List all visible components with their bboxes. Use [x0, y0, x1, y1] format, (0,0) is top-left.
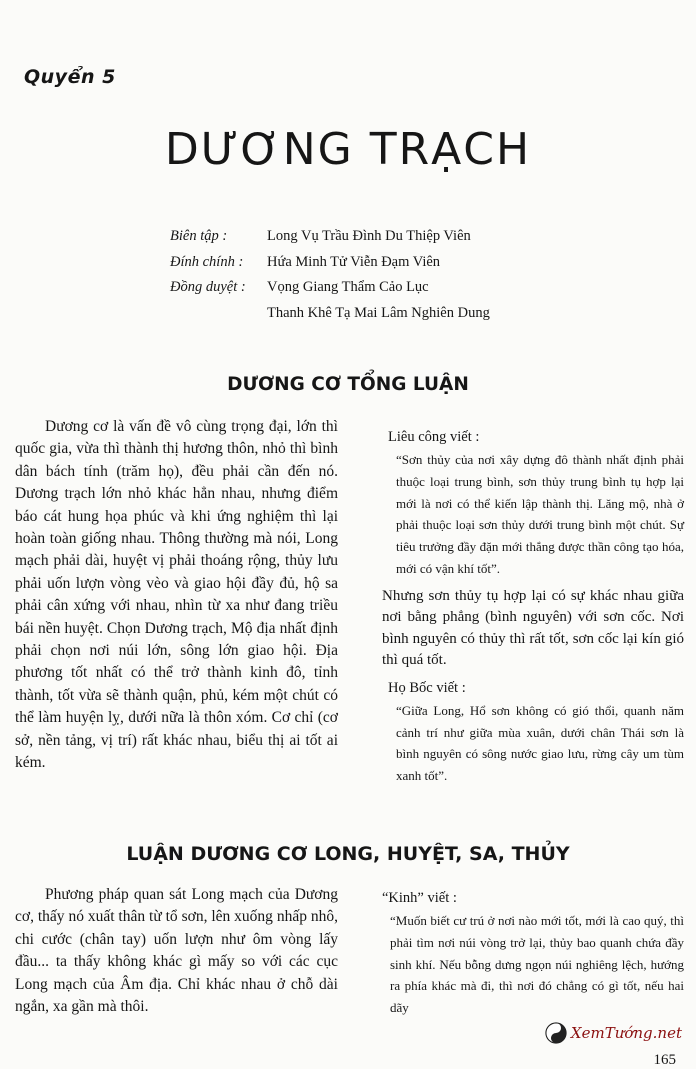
- credit-value: Long Vụ Trầu Đình Du Thiệp Viên: [267, 228, 471, 244]
- credit-row: [170, 279, 490, 305]
- section-heading: DƯƠNG CƠ TỔNG LUẬN: [227, 374, 469, 395]
- section1-left-column: [15, 416, 338, 775]
- volume-label: Quyển 5: [24, 66, 116, 88]
- body-paragraph: Nhưng sơn thủy tụ hợp lại có sự khác nhau giữa nơi bằng phẳng (bình nguyên) với sơn cốc. Nơi bình nguyên có thủy thì rất tốt, sơn cốc lại kín gió thì quá tốt.: [382, 587, 684, 669]
- quote-text: “Giữa Long, Hổ sơn không có gió thổi, quanh năm cảnh trí như giữa mùa xuân, dưới chân Thái sơn là bình nguyên có sông nước giao lưu, rừng cây um tùm xanh tốt”.: [396, 702, 684, 784]
- credit-value: Thanh Khê Tạ Mai Lâm Nghiên Dung: [267, 304, 490, 321]
- credit-label: Đính chính :: [170, 253, 244, 270]
- section-heading: LUẬN DƯƠNG CƠ LONG, HUYỆT, SA, THỦY: [126, 843, 570, 865]
- page-number: 165: [653, 1052, 676, 1068]
- watermark: [545, 1022, 682, 1044]
- credit-row: [170, 228, 490, 254]
- quote-text: “Muốn biết cư trú ở nơi nào mới tốt, mới là cao quý, thì phải tìm nơi núi vòng trở lại, thủy bao quanh chứa đầy sinh khí. Nếu bỗng dưng ngọn núi nghiêng lệch, hướng ra phía khác mà đi, thì nơi đó chẳng có gì tốt, nếu hai dãy: [390, 913, 684, 1016]
- credit-row: [170, 254, 490, 280]
- credit-label: Biên tập :: [170, 228, 228, 244]
- credit-label: Đồng duyệt :: [170, 279, 246, 295]
- quote-attribution: Họ Bốc viết :: [388, 679, 466, 696]
- body-paragraph: Dương cơ là vấn đề vô cùng trọng đại, lớn thì quốc gia, vừa thì thành thị hương thôn, nhỏ thì bình dân bách tính (trăm họ), đều phải cần đến nó. Dương trạch lớn nhỏ khác hẳn nhau, nhưng điểm báo cát hung họa phúc và khi ứng nghiệm thì lại hoàn toàn giống nhau. Thông thường mà nói, Long mạch phải dài, huyệt vị phải thoáng rộng, thủy lưu phải uốn lượn vòng vèo và giao hội đầy đủ, hộ sa phải cân xứng với nhau, nhìn từ xa như đang triều bái nền huyệt. Chọn Dương trạch, Mộ địa nhất định phải chọn nơi núi lớn, sông lớn giao hội. Địa phương tốt nhất có thể trở thành kinh đô, tỉnh thành, tốt vừa sẽ thành quận, phủ, kém một chút có thể làm huyện lỵ, dưới nữa là thôn xóm. Cơ chỉ (cơ sở, nền tảng, vị trí) rất khác nhau, biểu thị ai tốt ai kém.: [15, 418, 338, 772]
- credit-value: Hứa Minh Tử Viễn Đạm Viên: [267, 253, 441, 270]
- watermark-text: XemTướng.net: [570, 1024, 682, 1042]
- quote-attribution: Liêu công viết :: [388, 429, 480, 445]
- credit-row: [170, 305, 490, 331]
- credit-value: Vọng Giang Thẩm Cảo Lục: [267, 279, 429, 295]
- quote-text: “Sơn thủy của nơi xây dựng đô thành nhất định phải thuộc loại trung bình, sơn thủy trung bình tụ hợp lại mới là nơi có thể kiến lập thành thị. Lăng mộ, nhà ở phải thuộc loại sơn thủy dưới trung bình một chút. Sự tiêu trưởng đầy đặn mới thắng được thần công tạo hóa, mới có vận khí tốt”.: [396, 452, 684, 576]
- body-paragraph: Phương pháp quan sát Long mạch của Dương cơ, thấy nó xuất thân từ tổ sơn, lên xuống nhấp nhô, chi cước (chân tay) uốn lượn như ôm vòng lấy đầu... ta thấy không khác gì mấy so với các cục Long mạch của Âm địa. Chỉ khác nhau ở chỗ dài ngắn, xa gần mà thôi.: [15, 886, 338, 1016]
- credits-block: [170, 228, 490, 330]
- section2-right-column: [382, 886, 684, 1019]
- section1-right-column: [382, 425, 684, 787]
- quote-attribution: “Kinh” viết :: [382, 890, 457, 906]
- section2-left-column: [15, 884, 338, 1018]
- page-title: DƯƠNG TRẠCH: [164, 124, 532, 175]
- yinyang-icon: [545, 1022, 567, 1044]
